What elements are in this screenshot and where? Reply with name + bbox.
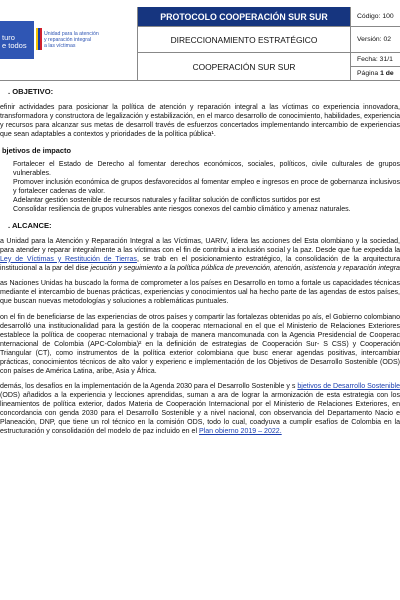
impacto-heading: bjetivos de impacto (2, 145, 71, 155)
metadata-column (350, 7, 400, 80)
objetivo-paragraph: efinir actividades para posicionar la política de atención y reparación integral a las víctimas co experiencia innovadora, transformadora y constructora de legalización y estabilización, en el marco desarrollo de conocimiento, habilidades, experiencia y recursos para alcanzar sus metas de desarroll través de esfuerzos concertados implementando intercambio de experiencias que sean adaptables a contextos y prioridades de la política pública¹. (0, 103, 400, 138)
title-column (138, 7, 350, 80)
ley-victimas-link[interactable]: Ley de Víctimas y Restitución de Tierras (0, 255, 137, 263)
ods-link[interactable]: bjetivos de Desarrollo Sostenible (297, 383, 400, 391)
header-divider (0, 80, 400, 81)
logo-mark-text: turo e todos (2, 33, 27, 50)
document-header (0, 7, 400, 80)
plan-gobierno-link[interactable]: Plan obierno 2019 – 2022. (199, 428, 282, 435)
impacto-item: Consolidar resiliencia de grupos vulnerables ante riesgos conexos del cambio climático y amenaz naturales. (13, 205, 351, 213)
alcance-paragraph-1 (0, 238, 400, 274)
page-value: 1 de (380, 70, 394, 77)
objetivo-heading: . OBJETIVO: (8, 87, 54, 96)
page-number (351, 67, 400, 80)
flag-stripe-red (40, 28, 42, 50)
document-section: COOPERACIÓN SUR SUR (192, 61, 296, 72)
alcance-p4-text-b: (ODS) añadidos a la experiencia y lecciones aprendidas, suman a ara de lograr la armonización de esta estrategia con los lineamientos de política exterior, dados Materia de Cooperación Internacional por el Ministerio de Relaciones Exteriores, en concordancia con genda 2030 para el Desarrollo Sostenible y a nivel nacional, con observancia del Departamento Nacio e Planeación, DNP, que tiene un rol técnico en la comisión ODS, todo lo cual, coadyuva a cumplir esafíos de Colombia en la estructuración y consolidación del modelo de paz incluido en el (0, 392, 400, 435)
alcance-p4-text-a: demás, los desafíos en la implementación de la Agenda 2030 para el Desarrollo Sostenible y s (0, 383, 298, 391)
alcance-p1-italic: jecución y seguimiento a la política pública de prevención, atención, asistencia y reparación integra (90, 264, 400, 272)
document-date: Fecha: 31/1 (351, 53, 400, 67)
alcance-paragraph-4 (0, 383, 400, 436)
document-subtitle: DIRECCIONAMIENTO ESTRATÉGICO (138, 27, 350, 53)
alcance-p1-text-a: a Unidad para la Atención y Reparación Integral a las Víctimas, UARIV, lidera las acciones del Esta olombiano y la sociedad, para atender y reparar integralmente a las víctimas con el fin de contribui a inclusión social y la paz. Desde que fue expedida la (0, 237, 400, 254)
entity-name: Unidad para la atención y reparación integral a las víctimas (44, 31, 99, 49)
impacto-item: Promover inclusión económica de grupos desfavorecidos al fomentar empleo e ingresos en proce de gobernanza inclusivos y fortalecer cadenas de valor. (13, 179, 400, 196)
impacto-item: Adelantar gestión sostenible de recursos naturales y facilitar solución de conflictos surtidos por est (13, 197, 321, 205)
document-version: Versión: 02 (351, 27, 400, 53)
impacto-list (0, 161, 400, 214)
alcance-paragraph-2: as Naciones Unidas ha buscado la forma de comprometer a los países en Desarrollo en torno a fortale us capacidades técnicas mediante el intercambio de buenas prácticas, experiencias y conocimientos ual ha hecho parte de las agendas de estos países, que buscan nuevas metodologías y soluciones a roblemáticas puntuales. (0, 280, 400, 306)
logo-cell (0, 7, 138, 80)
alcance-heading: . ALCANCE: (8, 220, 52, 230)
impacto-item: Fortalecer el Estado de Derecho al fomentar derechos económicos, sociales, políticos, civile culturales de grupos vulnerables. (13, 161, 400, 178)
page-prefix: Página (357, 70, 379, 77)
document-code: Código: 100 (351, 7, 400, 27)
document-title: PROTOCOLO COOPERACIÓN SUR SUR (138, 7, 350, 27)
document-body (0, 88, 400, 444)
alcance-p1-text-b: , se trab en el posicionamiento estratégico, la consolidación de la arquitectura institucional a la par del dise (0, 255, 400, 272)
alcance-paragraph-3: on el fin de beneficiarse de las experiencias de otros países y compartir las fortalezas obtenidas po aís, el Gobierno colombiano desarrolló una institucionalidad para la gestión de la cooperac nternacional en el que el Ministerio de Relaciones Exteriores establece la política de cooperac nternacional y trabaja de manera mancomunada con la Agencia Presidencial de Cooperac nternacional de Colombia (APC-Colombia)² en la definición de estrategias de Cooperación Sur- S CSS) y Cooperación Triangular (CT), como instrumentos de la política exterior colombiana que busc enerar agendas positivas, intercambiar prácticas, conocimientos técnicos de alto valor y experienc e implementación de los Objetivos de Desarrollo Sostenible (ODS) con países de América Latina, aribe, Asia y África. (0, 314, 400, 375)
government-logo (0, 21, 34, 59)
